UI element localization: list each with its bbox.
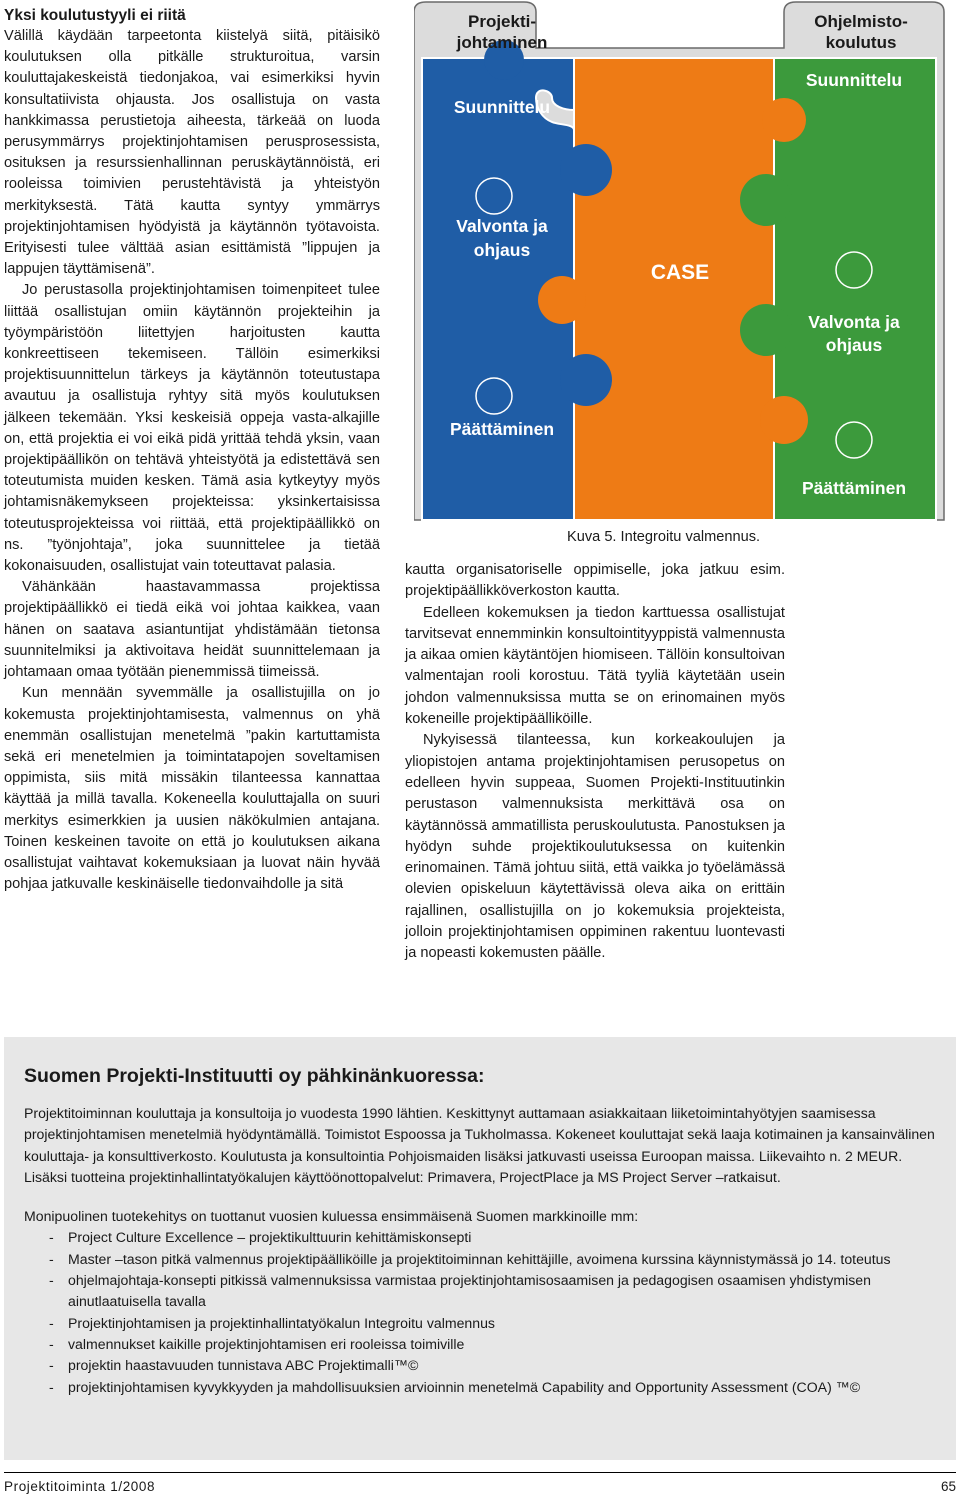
- integrated-training-figure: [414, 0, 954, 530]
- green-closing-label: Päättäminen: [801, 478, 907, 498]
- footer-rule: [4, 1472, 956, 1473]
- blue-knob: [476, 178, 512, 214]
- company-info-box: [4, 1037, 956, 1460]
- list-item-text: Project Culture Excellence – projektikulttuurin kehittämiskonsepti: [68, 1229, 472, 1246]
- case-label: CASE: [650, 261, 710, 284]
- bullet-dash: -: [49, 1357, 54, 1374]
- list-item: [24, 1334, 944, 1355]
- body-paragraph: Jo perustasolla projektinjohtamisen toimenpiteet tulee liittää osallistujan omiin käytännön projekteihin ja työympäristöön liitettyjen harjoitusten kautta konkreettiseen tekemiseen. Tällöin esimerkiksi projektisuunnittelun tärkeys ja käytännön toteutustapa avautuu ja osallistuja ryhtyy sitä myös koulutuksen jälkeen tekemään. Yksi keskeisiä oppeja vasta-alkajille on, että projektia ei voi eikä pidä yrittää tehdä yksin, vaan projektipäällikön on tehtävä yhteistyötä ja edistettävä sen toteutumista muiden kesken. Tämä asia kytkeytyy myös johtamisnäkemykseen projekteissa: yksinkertaisissa toteutusprojekteissa voi riittää, että projektipäällikkö on ns. ”työnjohtaja”, joka suunnittelee ja tietää kokonaisuuden, osallistujat vain toteuttavat palasia.: [4, 282, 380, 575]
- green-knob: [740, 174, 792, 226]
- list-item: [24, 1249, 944, 1270]
- blue-knob: [560, 144, 612, 196]
- body-paragraph: kautta organisatoriselle oppimiselle, joka jatkuu esim. projektipäällikköverkoston kautta.: [405, 562, 785, 600]
- blue-closing-label: Päättäminen: [449, 419, 555, 439]
- green-knob: [836, 422, 872, 458]
- list-item-text: ohjelmajohtaja-konsepti pitkissä valmennuksissa varmistaa projektinjohtamisosaamisen ja pedagogisen osaamisen yhdistymisen ainutlaatuisella tavalla: [68, 1272, 871, 1310]
- blue-planning-label: Suunnittelu: [453, 97, 551, 117]
- list-item: [24, 1227, 944, 1248]
- tab-right-line1: Ohjelmisto-: [814, 12, 908, 31]
- body-paragraph: Vähänkään haastavammassa projektissa projektipäällikkö ei tiedä eikä voi johtaa kaikkea, vaan hänen on saatava asiantuntijat yhdistämään tietonsa suunnitelmiksi ja aktivoitava heidät suunnittelemaan ja johtamaan omaa työtään pienemmissä tiimeissä.: [4, 579, 380, 681]
- list-item-text: projektinjohtamisen kyvykkyyden ja mahdollisuuksien arvioinnin menetelmä Capability and Opportunity Assessment (COA) ™©: [68, 1378, 861, 1395]
- infobox-paragraph: Projektitoiminnan kouluttaja ja konsultoija jo vuodesta 1990 lähtien. Keskittynyt auttamaan asiakkaitaan liiketoimintahyötyjen saamisessa projektinjohtamisen menetelmiä hyödyntämällä. Toimistot Espoossa ja Tukholmassa. Kokeneet kouluttajat sekä laaja kotimainen ja kansainvälinen kouluttaja- ja konsulttiverkosto. Koulutusta ja konsultointia Pohjoismaiden lisäksi jatkuvasti useissa Euroopan maissa. Liikevaihto n. 2 MEUR. Lisäksi tuotteina projektinhallintatyökalujen käyttöönottopalvelut: Primavera, ProjectPlace ja MS Project Server –ratkaisut.: [24, 1105, 935, 1185]
- tab-left-line1: Projekti-: [467, 12, 537, 31]
- green-knob: [836, 252, 872, 288]
- list-item-text: Projektinjohtamisen ja projektinhallintatyökalun Integroitu valmennus: [68, 1314, 495, 1331]
- product-list: [24, 1227, 944, 1397]
- list-item-text: projektin haastavuuden tunnistava ABC Projektimalli™©: [68, 1357, 419, 1374]
- orange-knob: [760, 396, 808, 444]
- green-control-label-line2: ohjaus: [825, 335, 883, 355]
- article-heading: Yksi koulutustyyli ei riitä: [4, 7, 186, 24]
- bullet-dash: -: [49, 1314, 54, 1331]
- green-knob: [740, 304, 792, 356]
- puzzle-diagram: [414, 0, 954, 530]
- infobox-paragraph: Monipuolinen tuotekehitys on tuottanut vuosien kuluessa ensimmäisenä Suomen markkinoille mm:: [24, 1208, 639, 1225]
- tab-right-line2: koulutus: [825, 33, 897, 52]
- green-control-label-line1: Valvonta ja: [808, 312, 900, 332]
- list-item: [24, 1377, 944, 1398]
- blue-control-label-line2: ohjaus: [473, 240, 531, 260]
- page-number: 65: [940, 1479, 956, 1494]
- bullet-dash: -: [49, 1272, 54, 1289]
- list-item: [24, 1313, 944, 1334]
- infobox-title: Suomen Projekti-Instituutti oy pähkinänkuoressa:: [24, 1065, 485, 1087]
- figure-caption: Kuva 5. Integroitu valmennus.: [567, 529, 761, 545]
- orange-knob: [762, 98, 806, 142]
- orange-puzzle-piece: [574, 58, 774, 520]
- right-column: [405, 560, 785, 965]
- list-item-text: Master –tason pitkä valmennus projektipäälliköille ja projektitoiminnan kehittäjille, avoimena kurssina käynnistymässä jo 14. toteutus: [68, 1250, 891, 1267]
- bullet-dash: -: [49, 1378, 54, 1395]
- bullet-dash: -: [49, 1250, 54, 1267]
- left-column: [4, 6, 380, 895]
- list-item-text: valmennukset kaikille projektinjohtamisen eri rooleissa toimiville: [68, 1335, 465, 1352]
- blue-control-label-line1: Valvonta ja: [456, 216, 548, 236]
- body-paragraph: Kun mennään syvemmälle ja osallistujilla on jo kokemusta projektinjohtamisesta, valmennus on yhä enemmän osallistujan menetelmä ”pakin kartuttamista sekä eri menetelmien ja toimintatapojen soveltamisen oppimista, siis mitä missäkin tilanteessa kannattaa käyttää ja millä tavalla. Kokeneella kouluttajalla on suuri merkitys esimerkkien ja uusien näkökulmien antajana. Toinen keskeinen tavoite on että jo koulutuksen aikana osallistujat vaihtavat kokemuksiaan ja luovat näin hyvää pohjaa jatkuvalle keskinäiselle tiedonvaihdolle ja sitä: [4, 685, 380, 893]
- orange-knob: [538, 276, 586, 324]
- list-item: [24, 1270, 944, 1313]
- blue-knob: [560, 354, 612, 406]
- body-paragraph: Nykyisessä tilanteessa, kun korkeakoulujen ja yliopistojen antama projektinjohtamisen perusopetus on edelleen hyvin suppeaa, Suomen Projekti-Instituutinkin perustason valmennuksista merkittävä osa on käytännössä ammatillista peruskoulutusta. Panostuksen ja hyödyn suhde projektikoulutuksessa on kuitenkin erinomainen. Tämä johtuu siitä, että vaikka jo työelämässä olevien opiskeluun käytettävissä oleva aika on erittäin rajallinen, osallistujilla on jo kokemuksia projekteista, jolloin projektinjohtamisen oppiminen rakentuu luontevasti ja nopeasti kokemusten päälle.: [405, 732, 785, 962]
- bullet-dash: -: [49, 1229, 54, 1246]
- blue-knob: [476, 378, 512, 414]
- green-planning-label: Suunnittelu: [805, 70, 903, 90]
- list-item: [24, 1355, 944, 1376]
- tab-left-line2: johtaminen: [456, 33, 548, 52]
- body-paragraph: Edelleen kokemuksen ja tiedon karttuessa osallistujat tarvitsevat ennemminkin konsultointityyppistä valmennusta ja aikaa omien käytäntöjen hiomiseen. Tällöin konsultoivan valmentajan rooli korostuu. Tätä tyyliä käytetään usein johdon valmennuksissa mutta se on erinomainen myös kokeneille projektipäälliköille.: [405, 604, 785, 728]
- body-paragraph: Välillä käydään tarpeetonta kiistelyä siitä, pitäisikö koulutuksen olla pitkälle strukturoitua, varsin kouluttajakeskeistä tiedonjakoa, vai esimerkiksi hyvin konsultatiivista ohjausta. Jos osallistuja on vasta hankkimassa perustietoja aiheesta, tärkeää on luoda perusymmärrys projektinjohtamisen perusprosessista, osituksen ja resurssienhallinnan peruskäytännöistä, eri rooleissa toimivien perustehtävistä ja yhteistyön merkityksestä. Tätä kautta syntyy ymmärrys projektinjohtamisen hyödyistä ja käytännön työtavoista. Erityisesti tulee välttää asian esittämistä ”lippujen ja lappujen täyttämisenä”.: [4, 28, 380, 278]
- publication-name: Projektitoiminta 1/2008: [4, 1479, 156, 1494]
- bullet-dash: -: [49, 1335, 54, 1352]
